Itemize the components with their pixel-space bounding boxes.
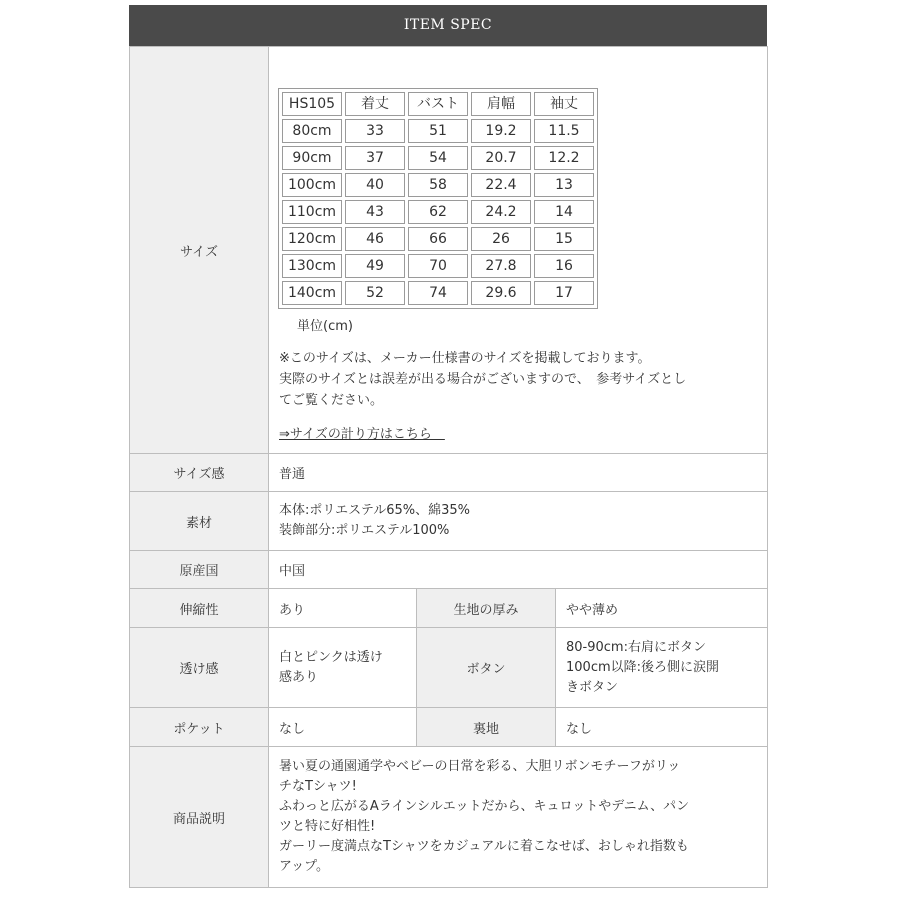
size-label: サイズ xyxy=(130,47,269,454)
size-chart-cell: 40 xyxy=(345,173,405,197)
lining-label: 裏地 xyxy=(417,708,556,747)
size-value xyxy=(269,47,768,454)
description-line: 暑い夏の通園通学やベビーの日常を彩る、大胆リボンモチーフがリッ xyxy=(279,759,681,774)
button-line: 80-90cm:右肩にボタン xyxy=(566,639,706,655)
size-chart-header-cell: 着丈 xyxy=(345,92,405,116)
description-line: ガーリー度満点なTシャツをカジュアルに着こなせば、おしゃれ指数も xyxy=(279,839,689,854)
size-chart-header-cell: 肩幅 xyxy=(471,92,531,116)
size-chart-cell: 62 xyxy=(408,200,468,224)
spec-header xyxy=(129,5,767,46)
spec-title: ITEM SPEC xyxy=(403,17,493,33)
spec-table xyxy=(129,46,768,888)
fit-label: サイズ感 xyxy=(130,454,269,492)
size-chart-cell: 22.4 xyxy=(471,173,531,197)
size-chart-header xyxy=(282,92,594,116)
size-chart-cell: 16 xyxy=(534,254,594,278)
size-chart-cell: 46 xyxy=(345,227,405,251)
size-chart-cell: 130cm xyxy=(282,254,342,278)
size-note-line: 実際のサイズとは誤差が出る場合がございますので、 参考サイズとし xyxy=(279,371,687,387)
size-chart-cell: 37 xyxy=(345,146,405,170)
size-chart-cell: 14 xyxy=(534,200,594,224)
size-chart-cell: 20.7 xyxy=(471,146,531,170)
button-line: 100cm以降:後ろ側に涙開 xyxy=(566,659,720,675)
thickness-label: 生地の厚み xyxy=(417,589,556,628)
size-chart-cell: 33 xyxy=(345,119,405,143)
size-unit: 単位(cm) xyxy=(297,318,353,334)
size-chart-row xyxy=(282,173,594,197)
material-line: 装飾部分:ポリエステル100% xyxy=(279,523,450,538)
size-chart-cell: 17 xyxy=(534,281,594,305)
material-line: 本体:ポリエステル65%、綿35% xyxy=(279,503,470,518)
size-chart-cell: 27.8 xyxy=(471,254,531,278)
size-chart-cell: 13 xyxy=(534,173,594,197)
material-row xyxy=(130,492,768,551)
size-chart xyxy=(278,88,598,309)
size-note xyxy=(279,348,757,411)
size-chart-cell: 43 xyxy=(345,200,405,224)
pocket-row xyxy=(130,708,768,747)
size-chart-cell: 120cm xyxy=(282,227,342,251)
sheer-line: 感あり xyxy=(279,669,319,685)
origin-row xyxy=(130,551,768,589)
sheer-line: 白とピンクは透け xyxy=(279,649,383,665)
button-label: ボタン xyxy=(417,628,556,708)
stretch-row xyxy=(130,589,768,628)
size-chart-row xyxy=(282,254,594,278)
size-chart-cell: 26 xyxy=(471,227,531,251)
sheer-label: 透け感 xyxy=(130,628,269,708)
sheer-value xyxy=(269,628,417,708)
size-chart-cell: 140cm xyxy=(282,281,342,305)
button-value xyxy=(556,628,768,708)
material-label: 素材 xyxy=(130,492,269,551)
stretch-value: あり xyxy=(269,589,417,628)
size-note-line: てご覧ください。 xyxy=(279,392,384,408)
size-chart-cell: 51 xyxy=(408,119,468,143)
size-chart-cell: 74 xyxy=(408,281,468,305)
origin-value: 中国 xyxy=(269,551,768,589)
size-chart-cell: 24.2 xyxy=(471,200,531,224)
pocket-label: ポケット xyxy=(130,708,269,747)
size-chart-cell: 80cm xyxy=(282,119,342,143)
size-guide-link[interactable]: ⇒サイズの計り方はこちら xyxy=(279,426,445,442)
pocket-value: なし xyxy=(269,708,417,747)
size-chart-cell: 15 xyxy=(534,227,594,251)
size-chart-cell: 12.2 xyxy=(534,146,594,170)
size-chart-cell: 49 xyxy=(345,254,405,278)
size-chart-cell: 110cm xyxy=(282,200,342,224)
fit-row xyxy=(130,454,768,492)
size-row xyxy=(130,47,768,454)
size-chart-header-cell: バスト xyxy=(408,92,468,116)
size-chart-cell: 52 xyxy=(345,281,405,305)
description-line: チなTシャツ! xyxy=(279,779,357,794)
description-line: アップ。 xyxy=(279,859,330,874)
size-note-line: ※このサイズは、メーカー仕様書のサイズを掲載しております。 xyxy=(279,350,651,366)
size-chart-row xyxy=(282,281,594,305)
fit-value: 普通 xyxy=(269,454,768,492)
origin-label: 原産国 xyxy=(130,551,269,589)
description-label: 商品説明 xyxy=(130,747,269,888)
size-chart-cell: 54 xyxy=(408,146,468,170)
description-line: ふわっと広がるAラインシルエットだから、キュロットやデニム、パン xyxy=(279,799,690,814)
size-chart-cell: 90cm xyxy=(282,146,342,170)
sheer-row xyxy=(130,628,768,708)
thickness-value: やや薄め xyxy=(556,589,768,628)
lining-value: なし xyxy=(556,708,768,747)
size-chart-cell: 19.2 xyxy=(471,119,531,143)
button-line: きボタン xyxy=(566,679,619,695)
description-value xyxy=(269,747,768,888)
description-row xyxy=(130,747,768,888)
stretch-label: 伸縮性 xyxy=(130,589,269,628)
size-chart-cell: 70 xyxy=(408,254,468,278)
size-chart-cell: 11.5 xyxy=(534,119,594,143)
size-chart-header-cell: 袖丈 xyxy=(534,92,594,116)
item-spec xyxy=(129,5,767,888)
size-chart-cell: 29.6 xyxy=(471,281,531,305)
size-chart-cell: 100cm xyxy=(282,173,342,197)
size-chart-row xyxy=(282,227,594,251)
size-chart-cell: 66 xyxy=(408,227,468,251)
material-value xyxy=(269,492,768,551)
size-chart-cell: 58 xyxy=(408,173,468,197)
size-chart-row xyxy=(282,200,594,224)
size-chart-row xyxy=(282,146,594,170)
description-line: ツと特に好相性! xyxy=(279,819,376,834)
size-chart-row xyxy=(282,119,594,143)
size-chart-header-cell: HS105 xyxy=(282,92,342,116)
